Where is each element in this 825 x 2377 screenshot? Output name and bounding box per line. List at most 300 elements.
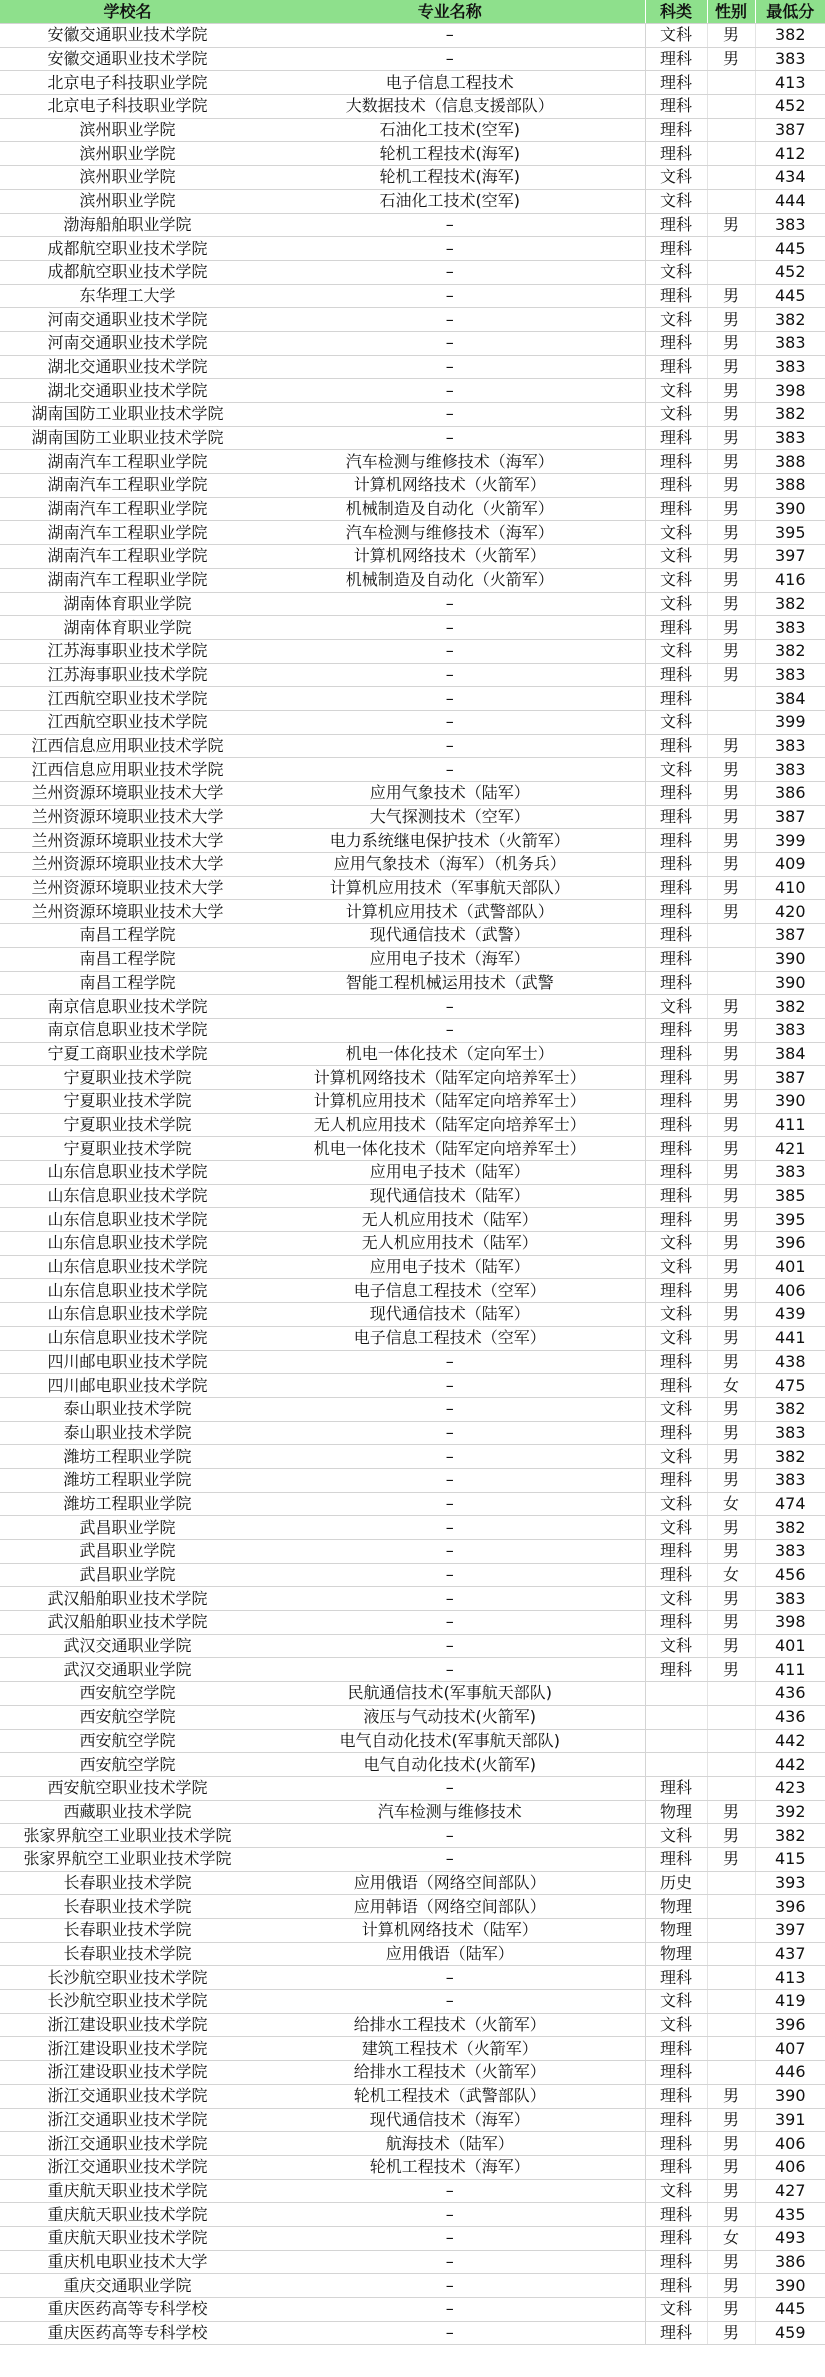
- school-cell: 成都航空职业技术学院: [0, 260, 255, 284]
- score-cell: 392: [755, 1800, 825, 1824]
- type-cell: [645, 1753, 707, 1777]
- school-cell: 西藏职业技术学院: [0, 1800, 255, 1824]
- sex-cell: 男: [707, 995, 755, 1019]
- type-cell: 文科: [645, 2013, 707, 2037]
- score-cell: 382: [755, 1397, 825, 1421]
- school-cell: 浙江交通职业技术学院: [0, 2132, 255, 2156]
- sex-cell: [707, 71, 755, 95]
- major-cell: –: [255, 1776, 645, 1800]
- school-cell: 泰山职业技术学院: [0, 1397, 255, 1421]
- score-cell: 411: [755, 1113, 825, 1137]
- school-cell: 西安航空学院: [0, 1705, 255, 1729]
- major-cell: –: [255, 1824, 645, 1848]
- major-cell: 应用俄语（陆军）: [255, 1942, 645, 1966]
- major-cell: 现代通信技术（武警）: [255, 924, 645, 948]
- table-row: [0, 876, 825, 900]
- sex-cell: 男: [707, 568, 755, 592]
- sex-cell: [707, 1942, 755, 1966]
- type-cell: 文科: [645, 995, 707, 1019]
- table-row: [0, 2037, 825, 2061]
- major-cell: 计算机应用技术（陆军定向培养军士）: [255, 1089, 645, 1113]
- school-cell: 重庆医药高等专科学校: [0, 2321, 255, 2345]
- sex-cell: 男: [707, 24, 755, 48]
- school-cell: 河南交通职业技术学院: [0, 331, 255, 355]
- sex-cell: 男: [707, 616, 755, 640]
- table-row: [0, 2013, 825, 2037]
- sex-cell: 男: [707, 876, 755, 900]
- score-cell: 382: [755, 1516, 825, 1540]
- score-cell: 383: [755, 1540, 825, 1564]
- type-cell: 文科: [645, 189, 707, 213]
- major-cell: 无人机应用技术（陆军）: [255, 1232, 645, 1256]
- type-cell: 文科: [645, 758, 707, 782]
- school-cell: 武汉船舶职业技术学院: [0, 1587, 255, 1611]
- major-cell: 应用韩语（网络空间部队）: [255, 1895, 645, 1919]
- sex-cell: 男: [707, 2155, 755, 2179]
- type-cell: 理科: [645, 2061, 707, 2085]
- sex-cell: 男: [707, 1255, 755, 1279]
- score-cell: 442: [755, 1729, 825, 1753]
- school-cell: 潍坊工程职业学院: [0, 1445, 255, 1469]
- score-cell: 384: [755, 1042, 825, 1066]
- type-cell: 理科: [645, 426, 707, 450]
- table-row: [0, 971, 825, 995]
- type-cell: 文科: [645, 1445, 707, 1469]
- type-cell: 理科: [645, 474, 707, 498]
- major-cell: 轮机工程技术(海军): [255, 166, 645, 190]
- score-cell: 383: [755, 1161, 825, 1185]
- sex-cell: 男: [707, 853, 755, 877]
- table-row: [0, 1705, 825, 1729]
- school-cell: 渤海船舶职业学院: [0, 213, 255, 237]
- table-row: [0, 1800, 825, 1824]
- major-cell: –: [255, 1421, 645, 1445]
- major-cell: –: [255, 331, 645, 355]
- sex-cell: 男: [707, 829, 755, 853]
- table-row: [0, 1895, 825, 1919]
- major-cell: –: [255, 284, 645, 308]
- type-cell: 理科: [645, 1066, 707, 1090]
- type-cell: 文科: [645, 545, 707, 569]
- sex-cell: 男: [707, 474, 755, 498]
- table-row: [0, 142, 825, 166]
- type-cell: 理科: [645, 284, 707, 308]
- school-cell: 兰州资源环境职业技术大学: [0, 876, 255, 900]
- major-cell: –: [255, 1468, 645, 1492]
- sex-cell: 男: [707, 1066, 755, 1090]
- school-cell: 南昌工程学院: [0, 924, 255, 948]
- score-cell: 383: [755, 47, 825, 71]
- table-row: [0, 450, 825, 474]
- type-cell: 理科: [645, 2084, 707, 2108]
- score-cell: 421: [755, 1137, 825, 1161]
- major-cell: 给排水工程技术（火箭军）: [255, 2013, 645, 2037]
- sex-cell: 男: [707, 403, 755, 427]
- table-row: [0, 734, 825, 758]
- school-cell: 湖南汽车工程职业学院: [0, 568, 255, 592]
- sex-cell: 男: [707, 521, 755, 545]
- table-row: [0, 1611, 825, 1635]
- type-cell: 文科: [645, 1397, 707, 1421]
- score-cell: 441: [755, 1326, 825, 1350]
- table-row: [0, 1208, 825, 1232]
- sex-cell: [707, 1966, 755, 1990]
- table-row: [0, 308, 825, 332]
- table-row: [0, 1468, 825, 1492]
- school-cell: 浙江建设职业技术学院: [0, 2061, 255, 2085]
- school-cell: 浙江建设职业技术学院: [0, 2037, 255, 2061]
- table-row: [0, 71, 825, 95]
- major-cell: –: [255, 47, 645, 71]
- table-row: [0, 2155, 825, 2179]
- table-row: [0, 1729, 825, 1753]
- major-cell: 汽车检测与维修技术: [255, 1800, 645, 1824]
- school-cell: 西安航空学院: [0, 1729, 255, 1753]
- major-cell: –: [255, 1611, 645, 1635]
- sex-cell: 男: [707, 1658, 755, 1682]
- school-cell: 长春职业技术学院: [0, 1919, 255, 1943]
- major-cell: 石油化工技术(空军): [255, 189, 645, 213]
- type-cell: 文科: [645, 2298, 707, 2322]
- table-row: [0, 1587, 825, 1611]
- table-row: [0, 2250, 825, 2274]
- major-cell: 石油化工技术(空军): [255, 118, 645, 142]
- school-cell: 滨州职业学院: [0, 189, 255, 213]
- school-cell: 安徽交通职业技术学院: [0, 47, 255, 71]
- type-cell: 理科: [645, 616, 707, 640]
- type-cell: 理科: [645, 71, 707, 95]
- school-cell: 江西航空职业技术学院: [0, 687, 255, 711]
- major-cell: 电子信息工程技术（空军）: [255, 1326, 645, 1350]
- table-row: [0, 947, 825, 971]
- sex-cell: 男: [707, 1397, 755, 1421]
- major-cell: 现代通信技术（陆军）: [255, 1303, 645, 1327]
- major-cell: –: [255, 995, 645, 1019]
- major-cell: 汽车检测与维修技术（海军）: [255, 450, 645, 474]
- table-row: [0, 379, 825, 403]
- table-row: [0, 900, 825, 924]
- header-school: 学校名: [0, 0, 255, 24]
- school-cell: 北京电子科技职业学院: [0, 71, 255, 95]
- school-cell: 重庆机电职业技术大学: [0, 2250, 255, 2274]
- type-cell: 文科: [645, 639, 707, 663]
- table-row: [0, 1824, 825, 1848]
- score-cell: 444: [755, 189, 825, 213]
- type-cell: 理科: [645, 2203, 707, 2227]
- type-cell: 理科: [645, 1563, 707, 1587]
- type-cell: 理科: [645, 331, 707, 355]
- score-cell: 452: [755, 95, 825, 119]
- table-row: [0, 2226, 825, 2250]
- school-cell: 四川邮电职业技术学院: [0, 1350, 255, 1374]
- sex-cell: 女: [707, 2226, 755, 2250]
- score-cell: 396: [755, 1232, 825, 1256]
- score-cell: 390: [755, 971, 825, 995]
- school-cell: 滨州职业学院: [0, 142, 255, 166]
- school-cell: 滨州职业学院: [0, 118, 255, 142]
- major-cell: –: [255, 2203, 645, 2227]
- score-cell: 382: [755, 639, 825, 663]
- type-cell: 文科: [645, 1824, 707, 1848]
- table-row: [0, 403, 825, 427]
- table-row: [0, 1184, 825, 1208]
- school-cell: 山东信息职业技术学院: [0, 1303, 255, 1327]
- table-row: [0, 213, 825, 237]
- major-cell: –: [255, 2179, 645, 2203]
- school-cell: 南京信息职业技术学院: [0, 995, 255, 1019]
- school-cell: 浙江交通职业技术学院: [0, 2108, 255, 2132]
- major-cell: –: [255, 1516, 645, 1540]
- major-cell: –: [255, 379, 645, 403]
- score-cell: 398: [755, 1611, 825, 1635]
- sex-cell: 男: [707, 2298, 755, 2322]
- major-cell: –: [255, 1563, 645, 1587]
- type-cell: 理科: [645, 450, 707, 474]
- school-cell: 重庆航天职业技术学院: [0, 2179, 255, 2203]
- major-cell: 电子信息工程技术（空军）: [255, 1279, 645, 1303]
- type-cell: 理科: [645, 1966, 707, 1990]
- major-cell: –: [255, 592, 645, 616]
- sex-cell: 男: [707, 1042, 755, 1066]
- type-cell: 理科: [645, 947, 707, 971]
- major-cell: 机电一体化技术（定向军士）: [255, 1042, 645, 1066]
- school-cell: 成都航空职业技术学院: [0, 237, 255, 261]
- type-cell: 理科: [645, 47, 707, 71]
- score-cell: 387: [755, 118, 825, 142]
- type-cell: 理科: [645, 1161, 707, 1185]
- sex-cell: 男: [707, 1587, 755, 1611]
- table-row: [0, 1492, 825, 1516]
- score-cell: 396: [755, 1895, 825, 1919]
- type-cell: 理科: [645, 1184, 707, 1208]
- sex-cell: [707, 1990, 755, 2014]
- school-cell: 湖北交通职业技术学院: [0, 355, 255, 379]
- sex-cell: 男: [707, 1800, 755, 1824]
- major-cell: –: [255, 639, 645, 663]
- type-cell: 物理: [645, 1919, 707, 1943]
- sex-cell: 男: [707, 1018, 755, 1042]
- major-cell: 电力系统继电保护技术（火箭军）: [255, 829, 645, 853]
- sex-cell: [707, 166, 755, 190]
- score-cell: 383: [755, 1587, 825, 1611]
- sex-cell: 男: [707, 213, 755, 237]
- major-cell: 应用电子技术（陆军）: [255, 1255, 645, 1279]
- score-cell: 390: [755, 1089, 825, 1113]
- type-cell: 物理: [645, 1800, 707, 1824]
- school-cell: 江西信息应用职业技术学院: [0, 758, 255, 782]
- score-cell: 406: [755, 1279, 825, 1303]
- sex-cell: 女: [707, 1563, 755, 1587]
- school-cell: 兰州资源环境职业技术大学: [0, 853, 255, 877]
- score-cell: 383: [755, 734, 825, 758]
- school-cell: 兰州资源环境职业技术大学: [0, 829, 255, 853]
- score-cell: 399: [755, 710, 825, 734]
- major-cell: 无人机应用技术（陆军）: [255, 1208, 645, 1232]
- type-cell: 理科: [645, 734, 707, 758]
- table-row: [0, 1776, 825, 1800]
- sex-cell: 男: [707, 1824, 755, 1848]
- score-cell: 383: [755, 616, 825, 640]
- type-cell: 理科: [645, 805, 707, 829]
- score-cell: 382: [755, 1824, 825, 1848]
- table-row: [0, 758, 825, 782]
- sex-cell: 男: [707, 379, 755, 403]
- type-cell: 理科: [645, 1089, 707, 1113]
- table-row: [0, 995, 825, 1019]
- header-type: 科类: [645, 0, 707, 24]
- table-row: [0, 782, 825, 806]
- type-cell: 理科: [645, 1611, 707, 1635]
- sex-cell: [707, 118, 755, 142]
- major-cell: –: [255, 1634, 645, 1658]
- table-row: [0, 2084, 825, 2108]
- school-cell: 兰州资源环境职业技术大学: [0, 900, 255, 924]
- major-cell: –: [255, 237, 645, 261]
- score-cell: 395: [755, 1208, 825, 1232]
- sex-cell: 男: [707, 450, 755, 474]
- school-cell: 山东信息职业技术学院: [0, 1326, 255, 1350]
- type-cell: 理科: [645, 1776, 707, 1800]
- school-cell: 湖南汽车工程职业学院: [0, 450, 255, 474]
- type-cell: 理科: [645, 2155, 707, 2179]
- school-cell: 南京信息职业技术学院: [0, 1018, 255, 1042]
- sex-cell: 男: [707, 2179, 755, 2203]
- sex-cell: 男: [707, 2321, 755, 2345]
- school-cell: 江西航空职业技术学院: [0, 710, 255, 734]
- school-cell: 西安航空学院: [0, 1753, 255, 1777]
- table-row: [0, 1326, 825, 1350]
- major-cell: –: [255, 1966, 645, 1990]
- school-cell: 潍坊工程职业学院: [0, 1468, 255, 1492]
- type-cell: 理科: [645, 853, 707, 877]
- sex-cell: 男: [707, 2108, 755, 2132]
- major-cell: 计算机应用技术（武警部队）: [255, 900, 645, 924]
- major-cell: –: [255, 1492, 645, 1516]
- sex-cell: 男: [707, 1137, 755, 1161]
- table-row: [0, 1942, 825, 1966]
- table-row: [0, 1161, 825, 1185]
- table-row: [0, 95, 825, 119]
- major-cell: 计算机网络技术（陆军）: [255, 1919, 645, 1943]
- sex-cell: [707, 1776, 755, 1800]
- table-row: [0, 1516, 825, 1540]
- type-cell: 文科: [645, 568, 707, 592]
- score-cell: 427: [755, 2179, 825, 2203]
- table-row: [0, 1871, 825, 1895]
- school-cell: 湖南汽车工程职业学院: [0, 497, 255, 521]
- score-cell: 493: [755, 2226, 825, 2250]
- major-cell: –: [255, 355, 645, 379]
- table-row: [0, 189, 825, 213]
- sex-cell: 男: [707, 1303, 755, 1327]
- type-cell: 物理: [645, 1895, 707, 1919]
- school-cell: 长春职业技术学院: [0, 1895, 255, 1919]
- table-row: [0, 284, 825, 308]
- table-row: [0, 710, 825, 734]
- major-cell: –: [255, 1990, 645, 2014]
- sex-cell: [707, 2037, 755, 2061]
- sex-cell: [707, 237, 755, 261]
- major-cell: –: [255, 616, 645, 640]
- type-cell: 理科: [645, 1137, 707, 1161]
- header-sex: 性别: [707, 0, 755, 24]
- sex-cell: [707, 189, 755, 213]
- major-cell: 应用电子技术（陆军）: [255, 1161, 645, 1185]
- table-row: [0, 1066, 825, 1090]
- school-cell: 南昌工程学院: [0, 947, 255, 971]
- sex-cell: 男: [707, 1611, 755, 1635]
- table-row: [0, 1397, 825, 1421]
- score-cell: 459: [755, 2321, 825, 2345]
- major-cell: 计算机网络技术（火箭军）: [255, 545, 645, 569]
- table-row: [0, 118, 825, 142]
- type-cell: 文科: [645, 1516, 707, 1540]
- score-cell: 437: [755, 1942, 825, 1966]
- table-row: [0, 1232, 825, 1256]
- type-cell: 理科: [645, 829, 707, 853]
- score-cell: 383: [755, 331, 825, 355]
- school-cell: 湖南体育职业学院: [0, 616, 255, 640]
- score-cell: 409: [755, 853, 825, 877]
- type-cell: 文科: [645, 403, 707, 427]
- type-cell: [645, 1729, 707, 1753]
- table-row: [0, 2321, 825, 2345]
- major-cell: –: [255, 2321, 645, 2345]
- table-row: [0, 2179, 825, 2203]
- school-cell: 浙江交通职业技术学院: [0, 2155, 255, 2179]
- score-cell: 445: [755, 237, 825, 261]
- major-cell: –: [255, 1587, 645, 1611]
- table-row: [0, 568, 825, 592]
- score-cell: 436: [755, 1682, 825, 1706]
- score-cell: 383: [755, 355, 825, 379]
- sex-cell: 男: [707, 2084, 755, 2108]
- table-row: [0, 687, 825, 711]
- type-cell: 理科: [645, 142, 707, 166]
- type-cell: 文科: [645, 1587, 707, 1611]
- major-cell: 计算机应用技术（军事航天部队）: [255, 876, 645, 900]
- type-cell: 文科: [645, 379, 707, 403]
- header-score: 最低分: [755, 0, 825, 24]
- sex-cell: [707, 710, 755, 734]
- type-cell: 理科: [645, 1113, 707, 1137]
- major-cell: 给排水工程技术（火箭军）: [255, 2061, 645, 2085]
- major-cell: –: [255, 426, 645, 450]
- score-cell: 388: [755, 474, 825, 498]
- sex-cell: 男: [707, 734, 755, 758]
- sex-cell: 男: [707, 2274, 755, 2298]
- table-row: [0, 1113, 825, 1137]
- school-cell: 潍坊工程职业学院: [0, 1492, 255, 1516]
- sex-cell: 男: [707, 355, 755, 379]
- sex-cell: 男: [707, 592, 755, 616]
- major-cell: 应用气象技术（陆军）: [255, 782, 645, 806]
- table-row: [0, 1847, 825, 1871]
- major-cell: –: [255, 734, 645, 758]
- major-cell: –: [255, 1540, 645, 1564]
- type-cell: 理科: [645, 1374, 707, 1398]
- table-row: [0, 1350, 825, 1374]
- table-row: [0, 1018, 825, 1042]
- sex-cell: 男: [707, 2132, 755, 2156]
- score-cell: 413: [755, 1966, 825, 1990]
- score-cell: 383: [755, 1421, 825, 1445]
- school-cell: 湖南国防工业职业技术学院: [0, 426, 255, 450]
- table-row: [0, 1966, 825, 1990]
- school-cell: 重庆航天职业技术学院: [0, 2226, 255, 2250]
- school-cell: 山东信息职业技术学院: [0, 1161, 255, 1185]
- major-cell: 建筑工程技术（火箭军）: [255, 2037, 645, 2061]
